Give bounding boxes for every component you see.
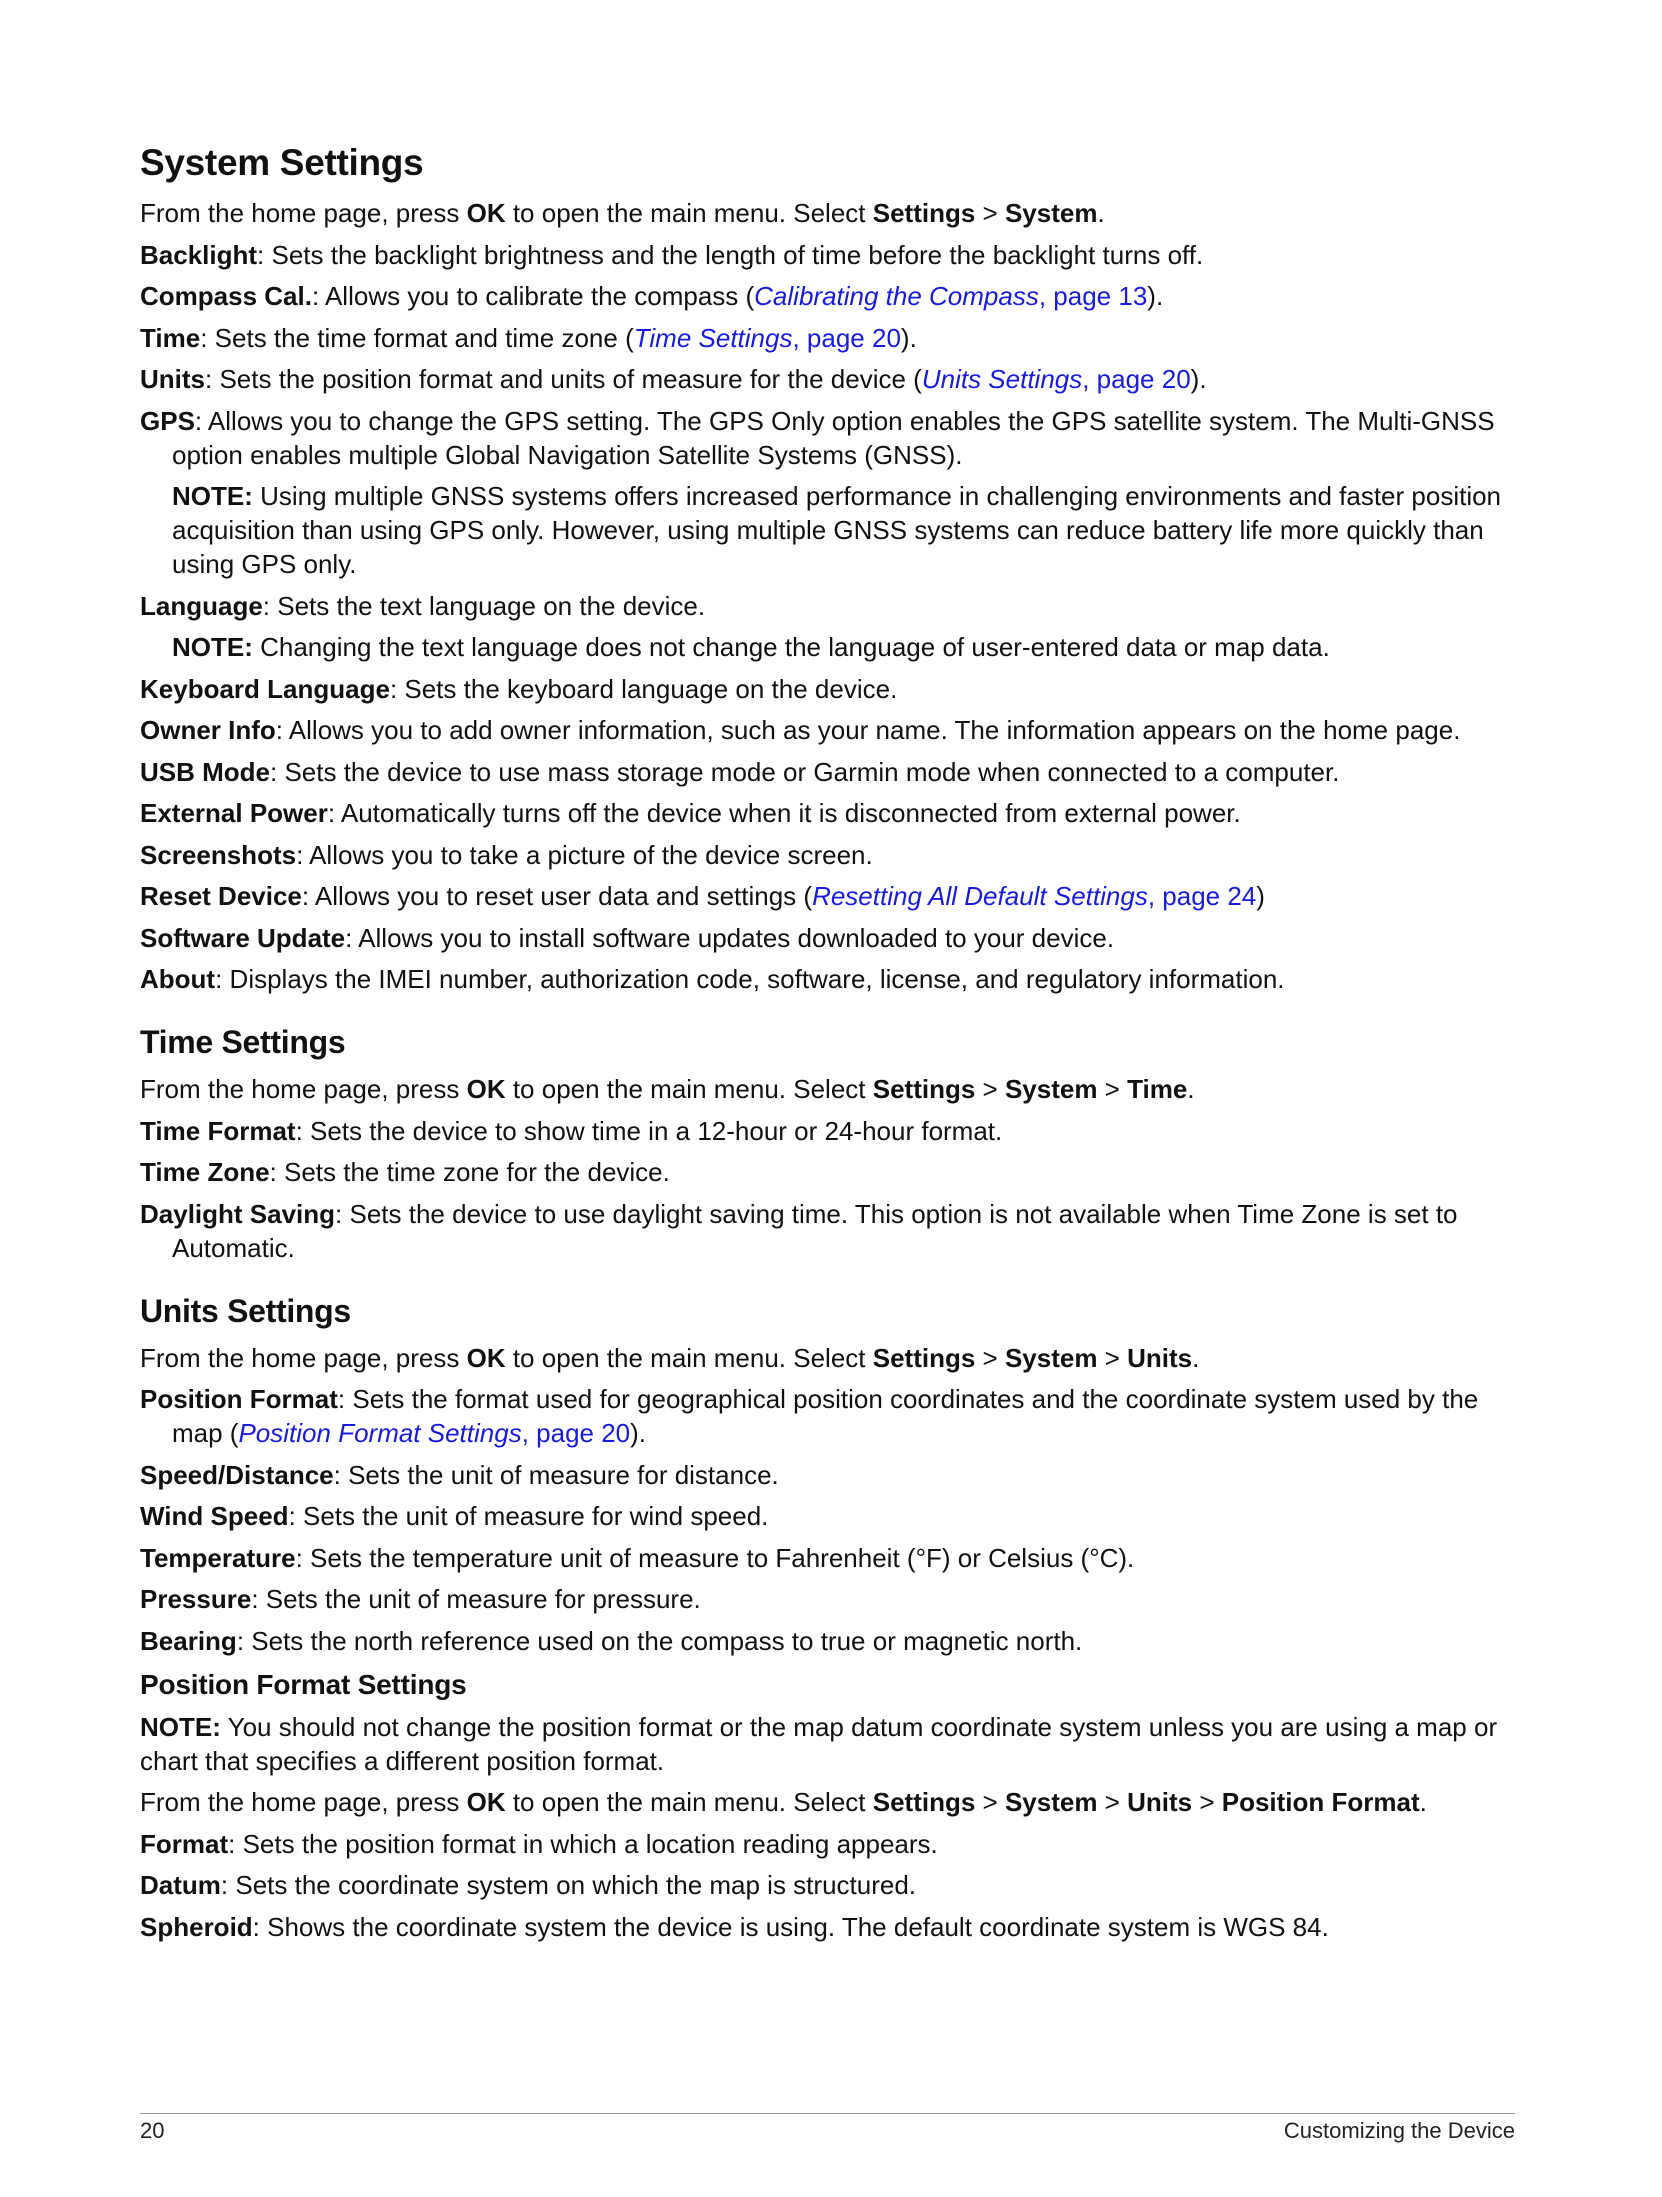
link-time-settings[interactable]: Time Settings, page 20 (633, 322, 901, 353)
description: : Sets the format used for geographical position coordinates and the coordinate system used by the map ( (172, 1384, 1479, 1448)
def-datum (140, 1868, 1515, 1902)
intro-text: to open the main menu. Select (505, 198, 873, 228)
time-intro (140, 1072, 1515, 1106)
term: Keyboard Language (140, 673, 390, 704)
def-language (140, 589, 1515, 623)
term: Format (140, 1828, 229, 1859)
term: Owner Info (140, 715, 276, 745)
description: : Sets the unit of measure for pressure. (251, 1584, 701, 1614)
def-backlight (140, 238, 1515, 272)
footer-divider (140, 2113, 1515, 2114)
ok-key: OK (466, 198, 506, 228)
note-label: NOTE: (172, 481, 253, 511)
def-usb-mode (140, 755, 1515, 789)
def-compass-cal (140, 279, 1515, 313)
link-position-format-settings[interactable]: Position Format Settings, page 20 (238, 1418, 631, 1448)
menu-separator: > (975, 1074, 1005, 1104)
term: USB Mode (140, 756, 270, 787)
note-label: NOTE: (172, 632, 253, 662)
description: : Sets the device to use mass storage mode or Garmin mode when connected to a computer. (270, 756, 1340, 787)
def-software-update (140, 921, 1515, 955)
def-format (140, 1827, 1515, 1861)
menu-settings: Settings (872, 1787, 976, 1817)
intro-text: . (1097, 198, 1105, 228)
heading-system-settings: System Settings (140, 142, 424, 183)
term: Time Format (140, 1115, 296, 1146)
def-screenshots (140, 838, 1515, 872)
heading-position-format-settings: Position Format Settings (140, 1668, 467, 1700)
page-number: 20 (140, 2118, 165, 2143)
menu-separator: > (1192, 1787, 1222, 1817)
def-units (140, 362, 1515, 396)
note-label: NOTE: (140, 1711, 221, 1742)
menu-settings: Settings (872, 1342, 976, 1373)
ok-key: OK (466, 1074, 506, 1104)
def-speed-distance (140, 1458, 1515, 1492)
menu-separator: > (1097, 1074, 1128, 1104)
def-spheroid (140, 1910, 1515, 1944)
term: External Power (140, 798, 328, 828)
def-owner-info (140, 713, 1515, 747)
description: : Sets the backlight brightness and the length of time before the backlight turns off. (257, 239, 1204, 270)
description: : Sets the device to show time in a 12-hour or 24-hour format. (295, 1115, 1003, 1146)
heading-time-settings: Time Settings (140, 1024, 346, 1060)
intro-text: From the home page, press (140, 1074, 467, 1104)
description: : Sets the unit of measure for wind speed. (288, 1501, 769, 1531)
menu-units: Units (1127, 1787, 1193, 1817)
link-calibrating-compass[interactable]: Calibrating the Compass, page 13 (754, 281, 1148, 311)
def-gps (140, 404, 1515, 472)
note-text: You should not change the position format or the map datum coordinate system unless you are using a map or chart that specifies a different position format. (140, 1711, 1498, 1776)
menu-system: System (1004, 1074, 1098, 1104)
link-resetting-defaults[interactable]: Resetting All Default Settings, page 24 (812, 881, 1257, 911)
term: Backlight (140, 239, 258, 270)
description: : Sets the keyboard language on the device. (389, 673, 898, 704)
link-units-settings[interactable]: Units Settings, page 20 (921, 364, 1191, 394)
description: : Sets the device to use daylight saving time. This option is not available when Time Zone is set to Automatic. (172, 1198, 1458, 1263)
term: Units (140, 364, 205, 394)
intro-text: to open the main menu. Select (505, 1074, 873, 1104)
ok-key: OK (466, 1787, 506, 1817)
def-time-zone (140, 1155, 1515, 1189)
description: : Allows you to add owner information, such as your name. The information appears on the home page. (275, 715, 1461, 745)
description: ). (1147, 281, 1164, 311)
menu-separator: > (975, 1787, 1005, 1817)
description: ) (1256, 881, 1265, 911)
term: Bearing (140, 1625, 237, 1656)
def-temperature (140, 1541, 1515, 1575)
description: : Sets the text language on the device. (262, 590, 706, 621)
menu-position-format: Position Format (1221, 1787, 1420, 1817)
term: Speed/Distance (140, 1459, 334, 1490)
description: ). (1190, 364, 1207, 394)
def-time (140, 321, 1515, 355)
def-about (140, 962, 1515, 996)
menu-settings: Settings (872, 1074, 976, 1104)
note-gps (140, 479, 1515, 581)
term: Time Zone (140, 1157, 270, 1187)
description: : Displays the IMEI number, authorization code, software, license, and regulatory information. (215, 964, 1285, 994)
def-bearing (140, 1624, 1515, 1658)
term: Pressure (140, 1584, 252, 1614)
term: Time (140, 322, 201, 353)
term: Spheroid (140, 1911, 253, 1942)
def-reset-device (140, 879, 1515, 913)
menu-separator: > (975, 1342, 1005, 1373)
def-daylight-saving (140, 1197, 1515, 1265)
intro-text: . (1187, 1074, 1195, 1104)
description: : Sets the coordinate system on which the map is structured. (220, 1870, 917, 1900)
description: : Automatically turns off the device when it is disconnected from external power. (327, 798, 1241, 828)
note-position-format (140, 1710, 1515, 1778)
description: : Allows you to calibrate the compass ( (311, 281, 755, 311)
position-format-intro (140, 1785, 1515, 1819)
term: Daylight Saving (140, 1198, 336, 1229)
term: Position Format (140, 1384, 338, 1414)
def-wind-speed (140, 1499, 1515, 1533)
units-intro (140, 1341, 1515, 1375)
def-position-format (140, 1382, 1515, 1450)
term: Compass Cal. (140, 281, 312, 311)
menu-time: Time (1127, 1074, 1188, 1104)
description: : Shows the coordinate system the device is using. The default coordinate system is WGS 84. (252, 1911, 1329, 1942)
intro-text: to open the main menu. Select (505, 1342, 873, 1373)
description: : Allows you to change the GPS setting. The GPS Only option enables the GPS satellite system. The Multi-GNSS option enables multiple Global Navigation Satellite Systems (GNSS). (172, 405, 1495, 470)
intro-text: From the home page, press (140, 1787, 467, 1817)
description: ). (900, 322, 917, 353)
term: About (140, 964, 216, 994)
term: Wind Speed (140, 1501, 289, 1531)
note-text: Using multiple GNSS systems offers increased performance in challenging environments and faster position acquisition than using GPS only. However, using multiple GNSS systems can reduce battery life more quickly than using GPS only. (172, 481, 1502, 579)
note-language (140, 630, 1515, 664)
menu-settings: Settings (872, 198, 976, 228)
def-time-format (140, 1114, 1515, 1148)
description: : Sets the position format in which a location reading appears. (228, 1828, 938, 1859)
note-text: Changing the text language does not change the language of user-entered data or map data. (252, 632, 1330, 662)
description: : Allows you to reset user data and settings ( (301, 881, 813, 911)
intro-text: . (1419, 1787, 1427, 1817)
term: Reset Device (140, 881, 302, 911)
description: : Sets the temperature unit of measure to Fahrenheit (°F) or Celsius (°C). (295, 1542, 1135, 1573)
description: : Allows you to install software updates downloaded to your device. (345, 922, 1115, 953)
menu-units: Units (1127, 1342, 1193, 1373)
menu-system: System (1004, 198, 1098, 228)
document-page (140, 140, 1515, 1951)
term: Temperature (140, 1542, 296, 1573)
term: GPS (140, 405, 195, 436)
menu-system: System (1004, 1342, 1098, 1373)
intro-text: . (1192, 1342, 1200, 1373)
description: ). (630, 1418, 647, 1448)
term: Screenshots (140, 839, 297, 870)
def-pressure (140, 1582, 1515, 1616)
ok-key: OK (466, 1342, 506, 1373)
footer-section-title: Customizing the Device (1283, 2118, 1515, 2143)
heading-units-settings: Units Settings (140, 1292, 351, 1329)
intro-text: From the home page, press (140, 1342, 467, 1373)
intro-text: to open the main menu. Select (505, 1787, 873, 1817)
def-keyboard-language (140, 672, 1515, 706)
term: Datum (140, 1870, 221, 1900)
menu-system: System (1004, 1787, 1098, 1817)
menu-separator: > (975, 198, 1005, 228)
description: : Sets the time format and time zone ( (200, 322, 634, 353)
description: : Allows you to take a picture of the device screen. (296, 839, 873, 870)
term: Language (140, 590, 263, 621)
system-intro (140, 196, 1515, 230)
term: Software Update (140, 922, 346, 953)
description: : Sets the north reference used on the compass to true or magnetic north. (236, 1625, 1083, 1656)
description: : Sets the unit of measure for distance. (333, 1459, 779, 1490)
description: : Sets the time zone for the device. (269, 1157, 670, 1187)
def-external-power (140, 796, 1515, 830)
menu-separator: > (1097, 1342, 1128, 1373)
menu-separator: > (1097, 1787, 1128, 1817)
intro-text: From the home page, press (140, 198, 467, 228)
description: : Sets the position format and units of measure for the device ( (205, 364, 922, 394)
